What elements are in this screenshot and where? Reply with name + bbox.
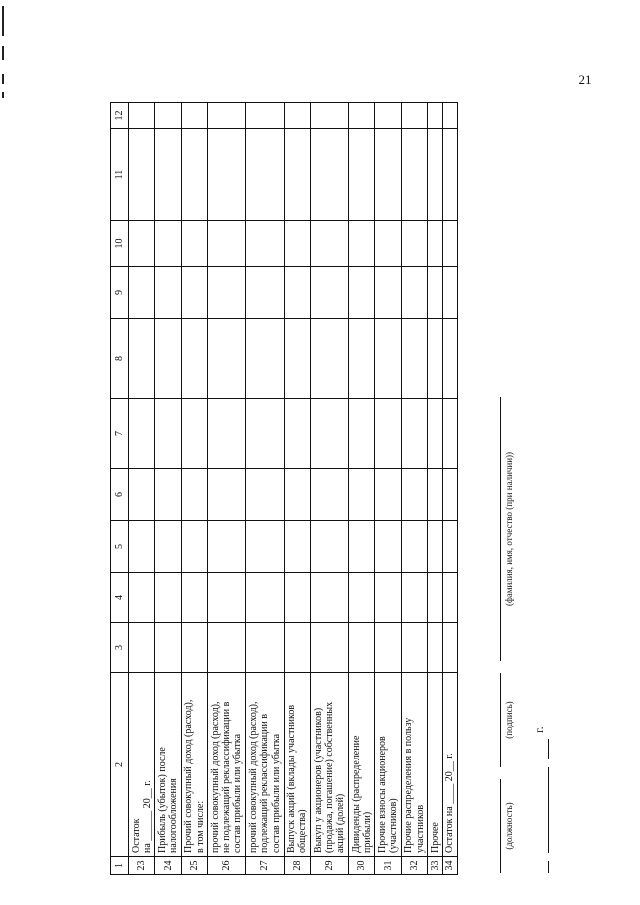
- value-cell: [155, 623, 181, 673]
- value-cell: [208, 221, 246, 267]
- value-cell: [155, 573, 181, 623]
- row-label-line: на ______ 20__ г.: [141, 780, 153, 853]
- column-number: 11: [111, 129, 129, 221]
- row-label-line: состав прибыли или убытка: [232, 733, 244, 853]
- value-cell: [155, 399, 181, 469]
- value-cell: [310, 573, 348, 623]
- value-cell: [375, 623, 401, 673]
- row-number: 26: [208, 857, 246, 875]
- value-cell: [246, 469, 284, 521]
- row-label-line: Прочие распределения в пользу: [403, 717, 415, 853]
- value-cell: [284, 573, 310, 623]
- value-cell: [375, 221, 401, 267]
- value-cell: [428, 129, 443, 221]
- value-cell: [401, 221, 427, 267]
- value-cell: [246, 623, 284, 673]
- row-label-line: (продажа, погашение) собственных: [323, 701, 335, 853]
- row-label-line: Дивиденды (распределение: [350, 735, 362, 853]
- value-cell: [428, 399, 443, 469]
- value-cell: [310, 319, 348, 399]
- column-number: 3: [111, 623, 129, 673]
- table-row: [401, 103, 427, 875]
- header-row: [111, 103, 129, 875]
- value-cell: [181, 319, 207, 399]
- position-line: [500, 779, 501, 873]
- value-cell: [181, 129, 207, 221]
- row-label-line: Прочее: [429, 822, 441, 853]
- table-body: [111, 103, 458, 875]
- value-cell: [375, 521, 401, 573]
- column-number: 5: [111, 521, 129, 573]
- value-cell: [428, 573, 443, 623]
- value-cell: [129, 319, 155, 399]
- value-cell: [428, 221, 443, 267]
- value-cell: [129, 521, 155, 573]
- row-label-line: состав прибыли или убытка: [270, 733, 282, 853]
- value-cell: [443, 623, 458, 673]
- value-cell: [246, 521, 284, 573]
- signature-caption: (подпись): [504, 701, 514, 739]
- value-cell: [155, 521, 181, 573]
- column-number: 2: [111, 673, 129, 857]
- table-row: [310, 103, 348, 875]
- value-cell: [284, 623, 310, 673]
- row-label-line: прочий совокупный доход (расход),: [210, 701, 222, 853]
- value-cell: [443, 267, 458, 319]
- value-cell: [375, 469, 401, 521]
- value-cell: [208, 521, 246, 573]
- value-cell: [181, 469, 207, 521]
- column-number: 8: [111, 319, 129, 399]
- row-number: 23: [129, 857, 155, 875]
- column-number: 10: [111, 221, 129, 267]
- value-cell: [284, 399, 310, 469]
- value-cell: [208, 129, 246, 221]
- table-row: [428, 103, 443, 875]
- value-cell: [375, 573, 401, 623]
- value-cell: [284, 267, 310, 319]
- row-label-line: (участников): [388, 798, 400, 853]
- row-label: [443, 673, 458, 857]
- date-month-line: [548, 767, 549, 853]
- date-year-line: [548, 739, 549, 759]
- value-cell: [428, 319, 443, 399]
- row-label: [129, 673, 155, 857]
- value-cell: [349, 267, 375, 319]
- row-label-line: Прочий совокупный доход (расход),: [183, 699, 195, 853]
- value-cell: [428, 103, 443, 129]
- position-caption: (должность): [504, 802, 514, 850]
- row-label: [284, 673, 310, 857]
- value-cell: [208, 399, 246, 469]
- value-cell: [428, 267, 443, 319]
- capital-changes-table: [110, 102, 458, 875]
- value-cell: [375, 129, 401, 221]
- row-label-line: Прибыль (убыток) после: [156, 747, 168, 853]
- signature-line: [500, 673, 501, 767]
- row-number: 27: [246, 857, 284, 875]
- value-cell: [246, 103, 284, 129]
- value-cell: [375, 103, 401, 129]
- row-label-line: налогообложения: [168, 778, 180, 853]
- date-year-suffix: г.: [532, 726, 546, 733]
- value-cell: [428, 623, 443, 673]
- value-cell: [349, 319, 375, 399]
- value-cell: [349, 399, 375, 469]
- value-cell: [246, 221, 284, 267]
- value-cell: [310, 399, 348, 469]
- date-day-line: [548, 861, 549, 873]
- column-number: 7: [111, 399, 129, 469]
- value-cell: [401, 399, 427, 469]
- value-cell: [443, 319, 458, 399]
- value-cell: [284, 129, 310, 221]
- table-row: [155, 103, 181, 875]
- value-cell: [349, 103, 375, 129]
- value-cell: [349, 521, 375, 573]
- value-cell: [208, 573, 246, 623]
- value-cell: [310, 129, 348, 221]
- value-cell: [155, 221, 181, 267]
- row-label-line: акций (долей): [335, 793, 347, 853]
- value-cell: [443, 469, 458, 521]
- column-number: 4: [111, 573, 129, 623]
- value-cell: [310, 521, 348, 573]
- table-row: [284, 103, 310, 875]
- value-cell: [129, 623, 155, 673]
- table-row: [208, 103, 246, 875]
- value-cell: [155, 469, 181, 521]
- value-cell: [181, 623, 207, 673]
- column-number: 9: [111, 267, 129, 319]
- row-number: 34: [443, 857, 458, 875]
- value-cell: [155, 319, 181, 399]
- row-label-line: общества): [297, 809, 309, 853]
- value-cell: [310, 103, 348, 129]
- row-label-line: прочий совокупный доход (расход),: [248, 701, 260, 853]
- value-cell: [428, 469, 443, 521]
- name-caption: (фамилия, имя, отчество (при наличии)): [504, 451, 514, 607]
- value-cell: [349, 129, 375, 221]
- value-cell: [401, 573, 427, 623]
- value-cell: [181, 267, 207, 319]
- row-label-line: Остаток на ____ 20__ г.: [444, 753, 456, 853]
- name-line: [500, 397, 501, 661]
- column-number: 6: [111, 469, 129, 521]
- value-cell: [155, 103, 181, 129]
- value-cell: [284, 103, 310, 129]
- value-cell: [443, 129, 458, 221]
- row-label: [428, 673, 443, 857]
- value-cell: [181, 521, 207, 573]
- row-label: [310, 673, 348, 857]
- row-number: 29: [310, 857, 348, 875]
- column-number: 1: [111, 857, 129, 875]
- value-cell: [208, 319, 246, 399]
- value-cell: [155, 129, 181, 221]
- value-cell: [375, 319, 401, 399]
- value-cell: [428, 521, 443, 573]
- table-row: [246, 103, 284, 875]
- table-row: [349, 103, 375, 875]
- value-cell: [181, 221, 207, 267]
- value-cell: [349, 573, 375, 623]
- value-cell: [129, 573, 155, 623]
- row-number: 28: [284, 857, 310, 875]
- value-cell: [129, 469, 155, 521]
- row-label-line: Выкуп у акционеров (участников): [312, 707, 324, 853]
- value-cell: [349, 469, 375, 521]
- value-cell: [208, 623, 246, 673]
- value-cell: [375, 399, 401, 469]
- row-label-line: подлежащий реклассификации в: [259, 713, 271, 853]
- row-label: [375, 673, 401, 857]
- value-cell: [401, 623, 427, 673]
- value-cell: [129, 399, 155, 469]
- value-cell: [181, 573, 207, 623]
- value-cell: [443, 399, 458, 469]
- value-cell: [401, 469, 427, 521]
- value-cell: [375, 267, 401, 319]
- value-cell: [208, 469, 246, 521]
- value-cell: [443, 521, 458, 573]
- table-row: [443, 103, 458, 875]
- row-label: [246, 673, 284, 857]
- row-label-line: участников: [414, 804, 426, 853]
- row-label: [349, 673, 375, 857]
- value-cell: [401, 319, 427, 399]
- value-cell: [155, 267, 181, 319]
- row-number: 25: [181, 857, 207, 875]
- value-cell: [349, 221, 375, 267]
- value-cell: [246, 267, 284, 319]
- value-cell: [284, 469, 310, 521]
- row-label-line: Остаток: [130, 818, 142, 853]
- value-cell: [401, 129, 427, 221]
- value-cell: [284, 319, 310, 399]
- value-cell: [181, 399, 207, 469]
- value-cell: [310, 267, 348, 319]
- value-cell: [181, 103, 207, 129]
- value-cell: [246, 129, 284, 221]
- value-cell: [443, 103, 458, 129]
- value-cell: [284, 521, 310, 573]
- value-cell: [246, 573, 284, 623]
- value-cell: [284, 221, 310, 267]
- row-label-line: прибыли): [361, 811, 373, 853]
- table-row: [129, 103, 155, 875]
- row-number: 33: [428, 857, 443, 875]
- page-number: 21: [578, 72, 592, 87]
- value-cell: [246, 399, 284, 469]
- table-row: [375, 103, 401, 875]
- row-label: [155, 673, 181, 857]
- value-cell: [129, 221, 155, 267]
- row-label: [181, 673, 207, 857]
- row-label-line: Выпуск акций (вклады участников: [286, 704, 298, 853]
- row-label-line: в том числе:: [194, 800, 206, 853]
- value-cell: [129, 103, 155, 129]
- row-label: [401, 673, 427, 857]
- value-cell: [401, 103, 427, 129]
- value-cell: [208, 267, 246, 319]
- value-cell: [443, 221, 458, 267]
- value-cell: [310, 623, 348, 673]
- value-cell: [310, 221, 348, 267]
- column-number: 12: [111, 103, 129, 129]
- row-label: [208, 673, 246, 857]
- value-cell: [246, 319, 284, 399]
- row-label-line: не подлежащий реклассификации в: [221, 701, 233, 853]
- table-row: [181, 103, 207, 875]
- value-cell: [401, 521, 427, 573]
- row-label-line: Прочие взносы акционеров: [377, 736, 388, 853]
- row-number: 32: [401, 857, 427, 875]
- row-number: 24: [155, 857, 181, 875]
- value-cell: [443, 573, 458, 623]
- value-cell: [208, 103, 246, 129]
- value-cell: [401, 267, 427, 319]
- value-cell: [129, 129, 155, 221]
- value-cell: [310, 469, 348, 521]
- value-cell: [129, 267, 155, 319]
- row-number: 30: [349, 857, 375, 875]
- row-number: 31: [375, 857, 401, 875]
- value-cell: [349, 623, 375, 673]
